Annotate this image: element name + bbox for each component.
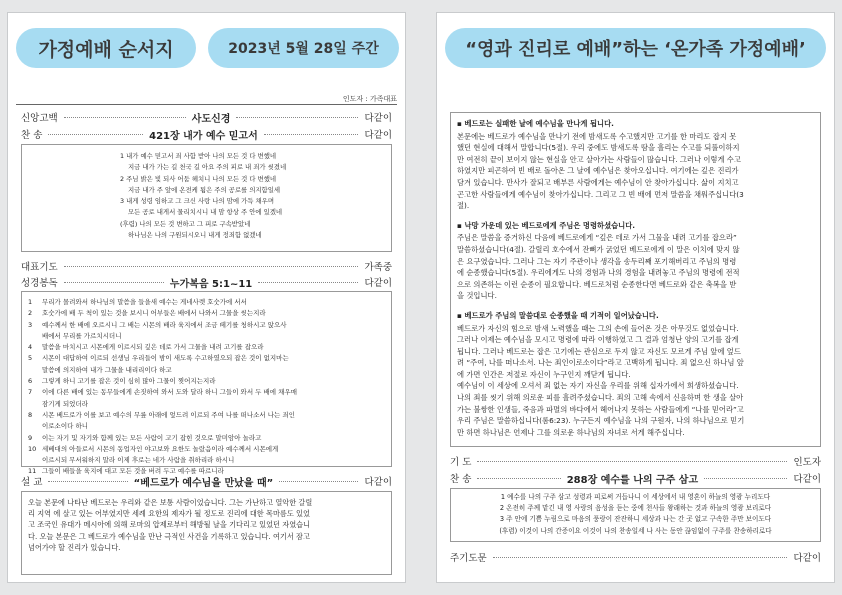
article-line: 은 요구였습니다. 그러나 그는 자기 주관이나 생각을 송두리째 포기해버리고 주님의 명령 [457, 256, 737, 266]
article-line: 그러나 이제는 예수님을 모시고 명령에 따라 이행하였고 그 결과 엄청난 양의 고기를 잡게 [457, 335, 739, 345]
hymn-lyrics-box [21, 144, 392, 252]
hymn-line: 하나님은 나의 구원되시오니 내게 정죄함 없겠네 [128, 231, 262, 240]
hymn-line: 모든 공로 내게서 물리치시니 내 맘 항상 주 안에 있겠네 [128, 208, 283, 217]
verse-text: 시몬 베드로가 이를 보고 예수의 무릎 아래에 엎드려 이르되 주여 나를 떠나소서 나는 죄인 [42, 410, 295, 419]
article-line: 나의 죄를 씻기 위해 의로운 피를 흘려주셨습니다. 죄의 고해 속에서 신음하며 한 생을 살아 [457, 393, 744, 403]
hymn-label: 찬 송 [450, 474, 472, 485]
hymn-line: 지금 내가 주 앞에 온전케 됨은 주의 공로를 의지함일세 [128, 185, 281, 194]
dots [48, 481, 127, 482]
dots [264, 134, 359, 135]
hymn-line: (후렴) 이것이 나의 간증이요 이것이 나의 찬송일세 나 사는 동안 끊임없이 구주를 찬송하리로다 [499, 526, 772, 535]
article-line: 하였지만 피곤하여 빈 배로 돌아온 그 날에 예수님은 찾아오십니다. 여기에는 깊은 진리가 [457, 166, 739, 176]
section-heading: ▪ 베드로는 실패한 날에 예수님을 만나게 됩니다. [457, 119, 614, 128]
left-page [7, 12, 406, 583]
verse-text: 예수께서 한 배에 오르시니 그 배는 시몬의 배라 육지에서 조금 떼기를 청하시고 앉으사 [42, 320, 287, 329]
creed-participant: 다같이 [364, 113, 393, 124]
article-line: 곤고한 사람들에게 예수님이 찾아가십니다. 그리고 그 빈 배에 먼저 말씀을 채워주십니다(3 [457, 189, 744, 199]
hymn-line: 3 주 안에 기쁨 누림으로 마음의 풍랑이 잔잔하니 세상과 나는 간 곳 없고 구속한 주만 보이도다 [499, 515, 772, 524]
verse-text: 이는 자기 및 자기와 함께 있는 모든 사람이 고기 잡힌 것으로 말미암아 놀라고 [42, 433, 262, 442]
sermon-box [21, 491, 392, 575]
row-sermon [21, 474, 392, 488]
dots [64, 266, 359, 267]
article-section [457, 220, 814, 302]
sermon-label: 설 교 [21, 477, 43, 488]
verse [28, 353, 385, 364]
article-line: 담겨 있습니다. 만사가 잘되고 배부른 사람에게는 예수님이 안 찾아가십니다. 삶이 지치고 [457, 177, 739, 187]
sermon-participant: 다같이 [364, 477, 393, 488]
verse [28, 376, 385, 387]
sermon-line: 고 조국인 유대가 메시아에 의해 로마의 압제로부터 해방될 날을 기다리고 있었던 자였습니 [28, 520, 311, 530]
dots [477, 478, 560, 479]
article-line: 했던 현실에 대해서 말합니다(5절). 우리 중에도 밤새도록 땀을 흘리는 수고를 되풀이하지 [457, 143, 740, 153]
verse-number: 1 [28, 298, 33, 306]
article-section [457, 118, 814, 212]
verse [28, 308, 385, 319]
row-creed [21, 110, 392, 124]
verse [28, 297, 385, 308]
scripture-label: 성경봉독 [21, 278, 58, 289]
dots [258, 282, 358, 283]
verse-text: 그들이 배들을 육지에 대고 모든 것을 버려 두고 예수를 따르니라 [42, 467, 224, 476]
bulletin-title: 가정예배 순서지 [16, 28, 196, 68]
dots [48, 134, 143, 135]
article-line: 으로 의존하는 이런 순종이 필요합니다. 베드로처럼 순종한다면 베드로와 같은 축복을 받 [457, 279, 737, 289]
verse-text: 시몬이 대답하여 이르되 선생님 우리들이 밤이 새도록 수고하였으되 잡은 것이 없지마는 [42, 354, 289, 363]
hymn-line: 2 온전히 주께 맡긴 내 영 사랑의 음성을 듣는 중에 천사들 왕래하는 것과 하늘의 영광 보리로다 [499, 504, 772, 513]
sermon-line: 다. 오늘 본문은 그 베드로가 예수님을 만난 극적인 사건을 기록하고 있습니다. 여기서 잠고 [28, 531, 310, 541]
article-line: 절). [457, 201, 470, 211]
article-line: 려 “주여, 나를 떠나소서. 나는 죄인이로소이다”라고 고백하게 됩니다. 죄 없으신 하나님 앞 [457, 358, 744, 368]
hymn-line: 1 내가 예수 믿고서 죄 사함 받아 나의 모든 것 다 변했네 [120, 152, 277, 160]
article-line: 됩니다. 그러나 베드로는 잡은 고기에는 관심으로 두지 않고 자신도 모르게 주님 앞에 엎드 [457, 346, 741, 356]
lords-prayer-participant: 다같이 [793, 553, 821, 564]
hymn-label: 찬 송 [21, 130, 43, 141]
dots [493, 557, 788, 558]
article-line: 베드로가 자신의 힘으로 밤새 노력했을 때는 그의 손에 들어온 것은 아무것도 없었습니다. [457, 323, 739, 333]
hymn-title: 288장 예수를 나의 구주 삼고 [566, 474, 699, 486]
creed-title: 사도신경 [191, 113, 231, 125]
verse-number: 9 [28, 433, 33, 442]
sermon-line: 리 지역 에 살고 있는 어부였지만 세례 요한의 제자가 될 정도로 진리에 대한 목마름도 있었 [28, 509, 310, 519]
verse [28, 320, 385, 331]
article-line: 본문에는 베드로가 예수님을 만나기 전에 밤새도록 수고했지만 고기를 한 마리도 잡지 못 [457, 131, 737, 141]
verse-text-cont: 이르시되 무서워하지 말라 이제 후로는 네가 사람을 취하리라 하시니 [42, 456, 235, 465]
hymn-line: 3 내게 성령 임하고 그 크신 사랑 나의 맘에 가득 채우며 [120, 197, 275, 206]
row-prayer-right [450, 454, 821, 468]
section-heading: ▪ 낙망 가운데 있는 베드로에게 주님은 명령하셨습니다. [457, 220, 636, 230]
verse-text-cont: 잠기게 되었더라 [42, 399, 89, 408]
hymn-title: 421장 내가 예수 믿고서 [149, 130, 258, 142]
prayer-label: 대표기도 [21, 262, 58, 273]
verse-number: 4 [28, 343, 33, 352]
hymn-participant: 다같이 [364, 130, 393, 141]
verse-text-cont: 이로소이다 하니 [42, 422, 89, 431]
hymn-line: 2 주님 밝은 빛 되사 어둠 헤치니 나의 모든 것 다 변했네 [120, 174, 277, 183]
dots [64, 117, 186, 118]
sermon-line: 오늘 본문에 나타난 베드로는 우리와 같은 보통 사람이었습니다. 그는 가난하고 열악한 갈릴 [28, 498, 313, 507]
article-box [450, 112, 821, 447]
article-line: 우리 주님은 말씀하십니다(롬6:23). 누구든지 예수님을 나의 구원자, 나의 하나님으로 믿기 [457, 416, 745, 426]
verse [28, 433, 385, 444]
sermon-line: 넘어가야 할 진리가 있습니다. [28, 542, 121, 552]
dots [236, 117, 358, 118]
dots [279, 481, 358, 482]
creed-label: 신앙고백 [21, 113, 58, 124]
prayer-label: 기 도 [450, 457, 472, 468]
article-line: 만 하면 하나님은 언제나 그를 의로운 하나님의 자녀로 서게 해주십니다. [457, 427, 685, 437]
verse-text: 무리가 몰려와서 하나님의 말씀을 들을새 예수는 게네사렛 호숫가에 서서 [42, 298, 247, 306]
verse-number: 3 [28, 320, 33, 329]
article-title: “영과 진리로 예배”하는 ‘온가족 가정예배’ [445, 28, 826, 68]
verse [28, 410, 385, 421]
verse-text: 세베대의 아들로서 시몬의 동업자인 야고보와 요한도 놀랐음이라 예수께서 시몬에게 [42, 444, 279, 453]
article-line: 에 가면 인간은 저절로 자신이 누구인지 깨닫게 됩니다. [457, 369, 631, 379]
hymn-lyrics-box [450, 488, 821, 542]
verse-text-cont: 배에서 무리를 가르치시더니 [42, 331, 122, 340]
article-section [457, 310, 814, 439]
article-line: 말씀하셨습니다(4절). 갈릴리 호수에서 잔뼈가 굵었던 베드로에게 이 말은 이치에 맞지 않 [457, 244, 740, 254]
verse-number: 7 [28, 388, 33, 397]
dots [704, 478, 787, 479]
sermon-title: “베드로가 예수님을 만났을 때” [133, 477, 274, 489]
article-line: 주님은 말씀을 증거하신 다음에 베드로에게 “깊은 데로 가서 그물을 내려 고기를 잡으라” [457, 233, 737, 243]
bulletin-date: 2023년 5월 28일 주간 [208, 28, 399, 68]
left-header [16, 20, 397, 72]
section-heading: ▪ 베드로가 주님의 말씀대로 순종했을 때 기적이 일어났습니다. [457, 310, 659, 320]
verse-text: 말씀을 마치시고 시몬에게 이르시되 깊은 데로 가서 그물을 내려 고기를 잡으라 [42, 343, 264, 352]
verse-number: 10 [28, 444, 37, 453]
dots [477, 461, 787, 462]
verse-number: 8 [28, 410, 33, 419]
scripture-participant: 다같이 [364, 278, 392, 289]
verse-number: 5 [28, 354, 33, 363]
verse-number: 6 [28, 377, 33, 386]
verse [28, 342, 385, 353]
row-scripture [21, 275, 392, 289]
right-header [445, 20, 826, 72]
article-line: 가는 불쌍한 인생들, 죽음과 파멸의 바다에서 헤어나지 못하는 사람들에게 “나를 믿어라”고 [457, 404, 744, 414]
row-lords-prayer [450, 550, 821, 564]
verse-text: 이에 다른 배에 있는 동무들에게 손짓하여 와서 도와 달라 하니 그들이 와서 두 배에 채우매 [42, 388, 297, 397]
article-line: 예수님이 이 세상에 오셔서 죄 없는 자기 자신을 우리를 위해 십자가에서 희생하셨습니다. [457, 381, 739, 391]
verse [28, 387, 385, 398]
verse [28, 444, 385, 455]
leader-label: 인도자 : 가족대표 [342, 95, 397, 103]
hymn-line: 1 예수를 나의 구주 삼고 성령과 피로써 거듭나니 이 세상에서 내 영혼이 하늘의 영광 누리도다 [500, 493, 771, 501]
verse-number: 11 [28, 467, 37, 476]
top-divider [16, 104, 397, 105]
verse-number: 2 [28, 309, 33, 318]
prayer-participant: 가족중 [364, 262, 392, 273]
article-line: 을 것입니다. [457, 291, 497, 301]
lords-prayer-label: 주기도문 [450, 553, 487, 564]
scripture-box [21, 291, 392, 476]
hymn-line: 지금 내가 가는 길 천국 길 아요 주의 피로 내 죄가 씻겼네 [128, 163, 287, 172]
hymn-line: (후렴) 나의 모든 것 변하고 그 피로 구속받았네 [120, 219, 251, 228]
article-line: 에 순종했습니다(5절). 우리에게도 나의 경험과 나의 경험을 내려놓고 주님의 명령에 전적 [457, 268, 740, 278]
article-line: 만 여전히 끝이 보이지 않는 현실을 안고 살아가는 사람들이 많습니다. 그러나 이렇게 수고 [457, 154, 741, 164]
row-prayer [21, 259, 392, 273]
hymn-participant: 다같이 [793, 474, 821, 485]
verse-text: 그렇게 하니 고기를 잡은 것이 심히 많아 그물이 찢어지는지라 [42, 377, 216, 386]
row-hymn [21, 127, 392, 141]
row-hymn-right [450, 471, 821, 485]
verse-text-cont: 말씀에 의지하여 내가 그물을 내리리이다 하고 [42, 365, 172, 374]
dots [64, 282, 164, 283]
right-page [436, 12, 835, 583]
prayer-participant: 인도자 [793, 457, 821, 468]
verse-text: 호숫가에 배 두 척이 있는 것을 보시니 어부들은 배에서 나와서 그물을 씻는지라 [42, 309, 266, 318]
scripture-ref: 누가복음 5:1~11 [169, 278, 253, 290]
